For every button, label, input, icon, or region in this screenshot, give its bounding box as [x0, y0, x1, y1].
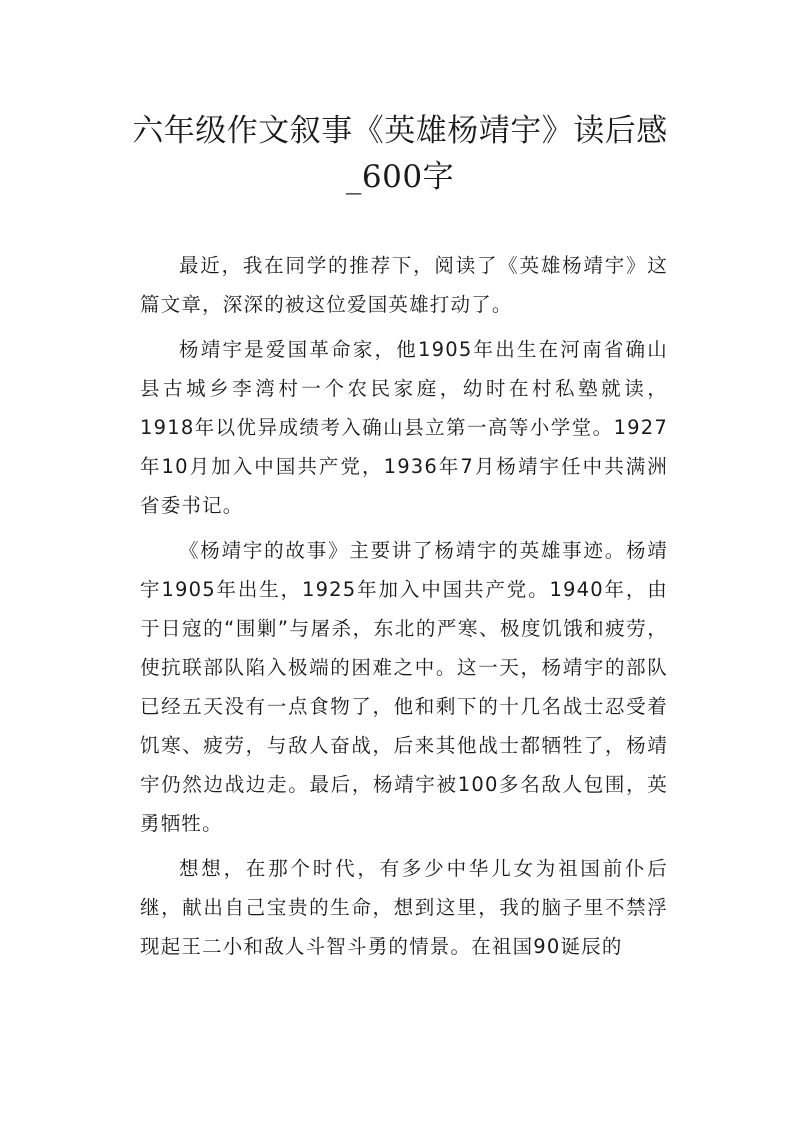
paragraph-4: 想想，在那个时代，有多少中华儿女为祖国前仆后继，献出自己宝贵的生命，想到这里，我的脑子里不禁浮现起王二小和敌人斗智斗勇的情景。在祖国90诞辰的: [140, 857, 668, 958]
paragraph-1: 最近，我在同学的推荐下，阅读了《英雄杨靖宇》这篇文章，深深的被这位爱国英雄打动了。: [140, 254, 668, 316]
document-body: [140, 246, 668, 966]
document-title: 六年级作文叙事《英雄杨靖宇》读后感_600字: [132, 113, 668, 195]
paragraph-2: 杨靖宇是爱国革命家，他1905年出生在河南省确山县古城乡李湾村一个农民家庭，幼时在村私塾就读，1918年以优异成绩考入确山县立第一高等小学堂。1927年10月加入中国共产党，1936年7月杨靖宇任中共满洲省委书记。: [140, 338, 668, 517]
paragraph-3: 《杨靖宇的故事》主要讲了杨靖宇的英雄事迹。杨靖宇1905年出生，1925年加入中国共产党。1940年，由于日寇的“围剿”与屠杀，东北的严寒、极度饥饿和疲劳，使抗联部队陷入极端的困难之中。这一天，杨靖宇的部队已经五天没有一点食物了，他和剩下的十几名战士忍受着饥寒、疲劳，与敌人奋战，后来其他战士都牺牲了，杨靖宇仍然边战边走。最后，杨靖宇被100多名敌人包围，英勇牺牲。: [140, 539, 668, 835]
